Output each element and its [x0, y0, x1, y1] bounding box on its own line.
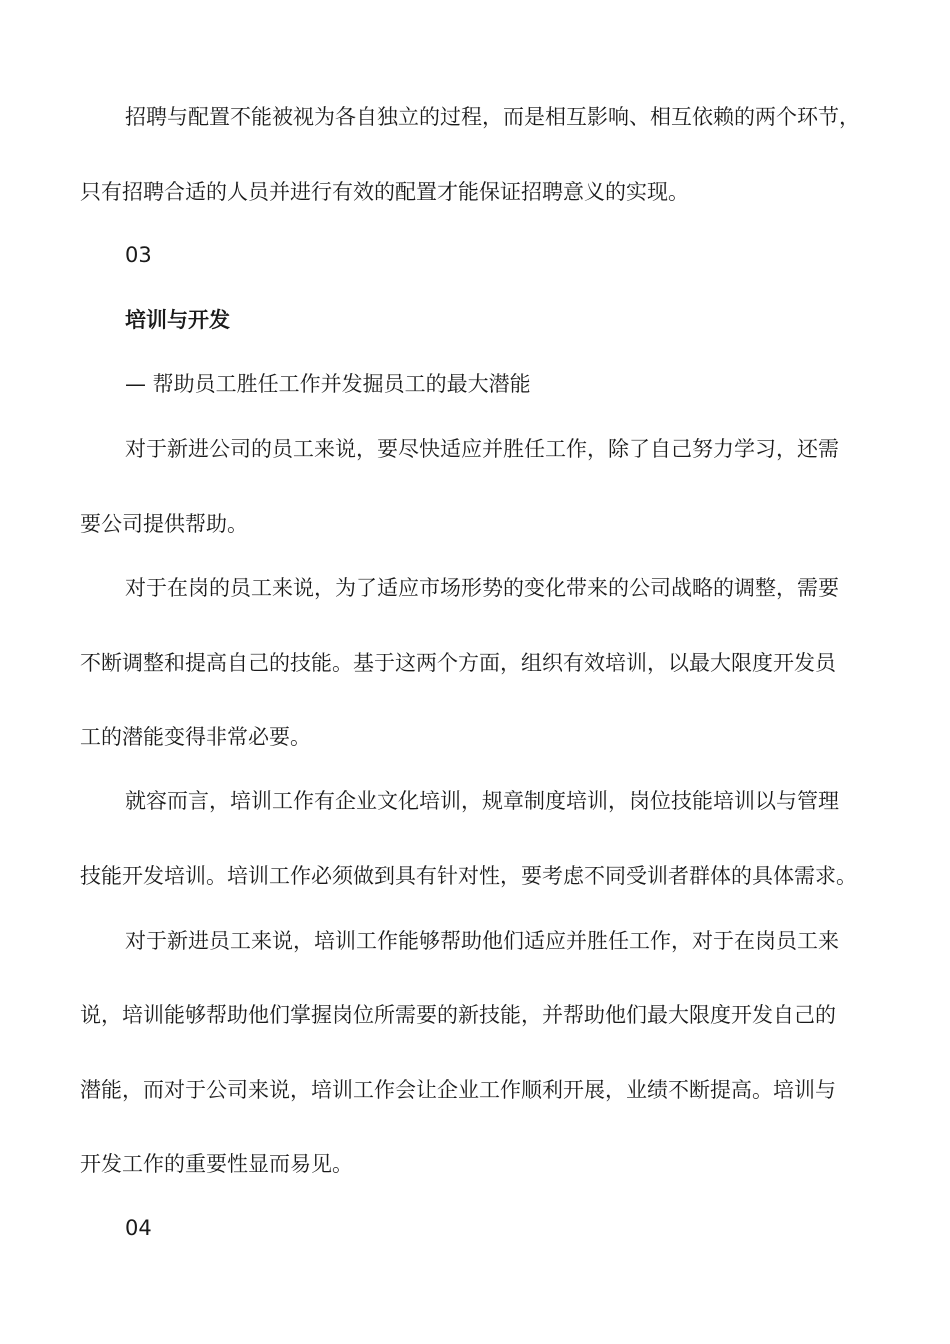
paragraph-line: 对于新进公司的员工来说，要尽快适应并胜任工作，除了自己努力学习，还需: [125, 437, 839, 461]
paragraph-line: 就容而言，培训工作有企业文化培训，规章制度培训，岗位技能培训以与管理: [125, 789, 839, 813]
section-number: 03: [125, 243, 152, 267]
paragraph-line: 工的潜能变得非常必要。: [80, 725, 311, 749]
paragraph-line: 潜能，而对于公司来说，培训工作会让企业工作顺利开展，业绩不断提高。培训与: [80, 1078, 836, 1102]
paragraph-line: 开发工作的重要性显而易见。: [80, 1152, 353, 1176]
paragraph-line: 要公司提供帮助。: [80, 512, 248, 536]
paragraph-line: 招聘与配置不能被视为各自独立的过程，而是相互影响、相互依赖的两个环节，: [125, 105, 860, 129]
paragraph-line: 对于在岗的员工来说，为了适应市场形势的变化带来的公司战略的调整，需要: [125, 576, 839, 600]
paragraph-line: 只有招聘合适的人员并进行有效的配置才能保证招聘意义的实现。: [80, 180, 689, 204]
section-subtitle: — 帮助员工胜任工作并发掘员工的最大潜能: [125, 372, 531, 396]
paragraph-line: 对于新进员工来说，培训工作能够帮助他们适应并胜任工作，对于在岗员工来: [125, 929, 839, 953]
paragraph-line: 说，培训能够帮助他们掌握岗位所需要的新技能，并帮助他们最大限度开发自己的: [80, 1003, 836, 1027]
paragraph-line: 技能开发培训。培训工作必须做到具有针对性，要考虑不同受训者群体的具体需求。: [80, 864, 857, 888]
paragraph-line: 不断调整和提高自己的技能。基于这两个方面，组织有效培训，以最大限度开发员: [80, 651, 836, 675]
section-heading: 培训与开发: [125, 308, 230, 332]
section-number: 04: [125, 1216, 152, 1240]
